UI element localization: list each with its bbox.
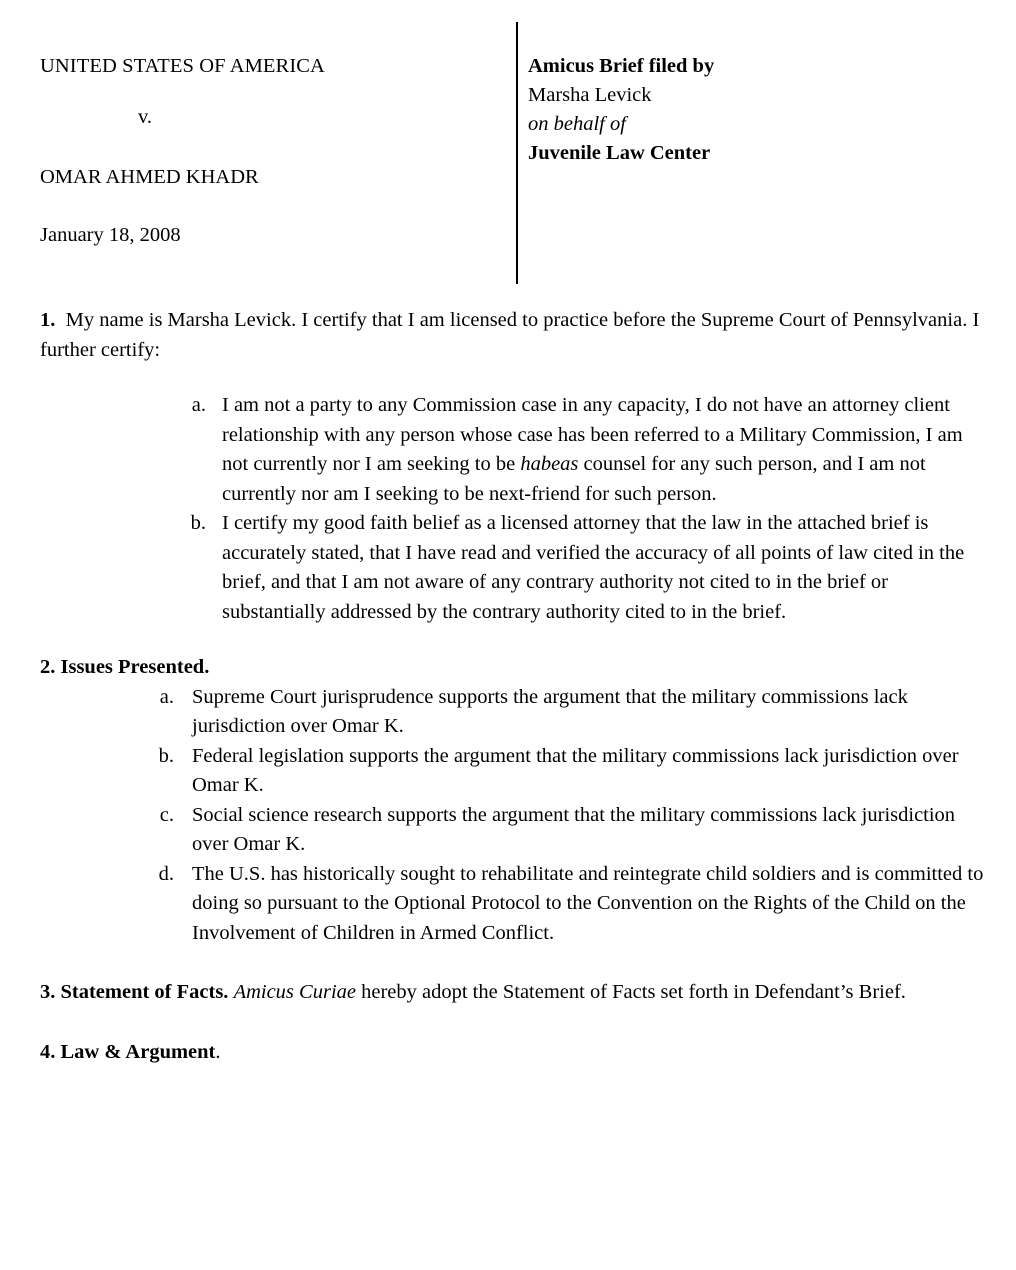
issues-presented-list xyxy=(40,683,990,949)
list-item-text: Federal legislation supports the argument that the military commissions lack jurisdiction over Omar K. xyxy=(192,744,959,796)
list-item-marker: b. xyxy=(190,512,206,534)
list-item-text-after: counsel for any such person, and I am not currently nor am I seeking to be next-friend for such person. xyxy=(222,453,926,505)
law-and-argument-paragraph xyxy=(40,1038,990,1068)
statement-of-facts-paragraph xyxy=(40,978,990,1008)
paragraph-1 xyxy=(40,306,990,365)
issues-presented-heading: 2. Issues Presented. xyxy=(40,656,210,678)
list-item-text: Social science research supports the argument that the military commissions lack jurisdiction over Omar K. xyxy=(192,803,956,855)
list-item xyxy=(40,683,990,742)
list-item-marker: a. xyxy=(191,394,206,416)
law-and-argument-heading: 4. Law & Argument xyxy=(40,1040,216,1063)
list-item-marker: c. xyxy=(159,803,174,826)
statement-of-facts-text: hereby adopt the Statement of Facts set forth in Defendant’s Brief. xyxy=(355,981,906,1003)
list-item-text-before: I am not a party to any Commission case in any capacity, I do not have an attorney client relationship with any person whose case has been referred to a Military Commission, I am not currently nor I am seeking to be xyxy=(222,394,963,475)
list-item xyxy=(40,509,990,627)
paragraph-1-number: 1. xyxy=(40,309,56,331)
caption-block xyxy=(40,0,972,292)
plaintiff-name: UNITED STATES OF AMERICA xyxy=(40,55,325,77)
amicus-on-behalf-of: on behalf of xyxy=(528,113,626,135)
caption-left-column xyxy=(40,52,490,250)
list-item-marker: a. xyxy=(159,685,174,708)
document-body xyxy=(40,306,990,1067)
list-item-text: Supreme Court jurisprudence supports the argument that the military commissions lack jurisdiction over Omar K. xyxy=(192,685,908,737)
list-item-text-italic: habeas xyxy=(520,453,579,475)
statement-of-facts-italic: Amicus Curiae xyxy=(233,981,356,1003)
list-item-marker: b. xyxy=(158,744,174,767)
list-item-text-before: I certify my good faith belief as a licensed attorney that the law in the attached brief is accurately stated, that I have read and verified the accuracy of all points of law cited in the brief, and that I am not aware of any contrary authority not cited to in the brief or substantially addressed by the contrary authority cited to in the brief. xyxy=(222,512,965,623)
list-item xyxy=(40,391,990,509)
list-item-marker: d. xyxy=(158,862,174,885)
list-item xyxy=(40,742,990,801)
list-item xyxy=(40,860,990,949)
filing-date: January 18, 2008 xyxy=(40,224,181,246)
caption-right-column xyxy=(528,52,968,168)
defendant-name: OMAR AHMED KHADR xyxy=(40,166,259,188)
paragraph-1-text: My name is Marsha Levick. I certify that I am licensed to practice before the Supreme Court of Pennsylvania. I further certify: xyxy=(40,309,980,361)
certification-sublist xyxy=(40,391,990,627)
list-item-text: The U.S. has historically sought to rehabilitate and reintegrate child soldiers and is committed to doing so pursuant to the Optional Protocol to the Convention on the Rights of the Child on the Involvement of Children in Armed Conflict. xyxy=(192,862,984,944)
list-item xyxy=(40,801,990,860)
versus-label: v. xyxy=(137,106,153,128)
law-and-argument-period: . xyxy=(215,1040,221,1063)
statement-of-facts-heading: 3. Statement of Facts. xyxy=(40,981,229,1003)
amicus-author: Marsha Levick xyxy=(528,84,652,106)
amicus-organization: Juvenile Law Center xyxy=(528,142,711,164)
amicus-brief-title: Amicus Brief filed by xyxy=(528,55,715,77)
caption-vertical-rule xyxy=(516,22,518,284)
